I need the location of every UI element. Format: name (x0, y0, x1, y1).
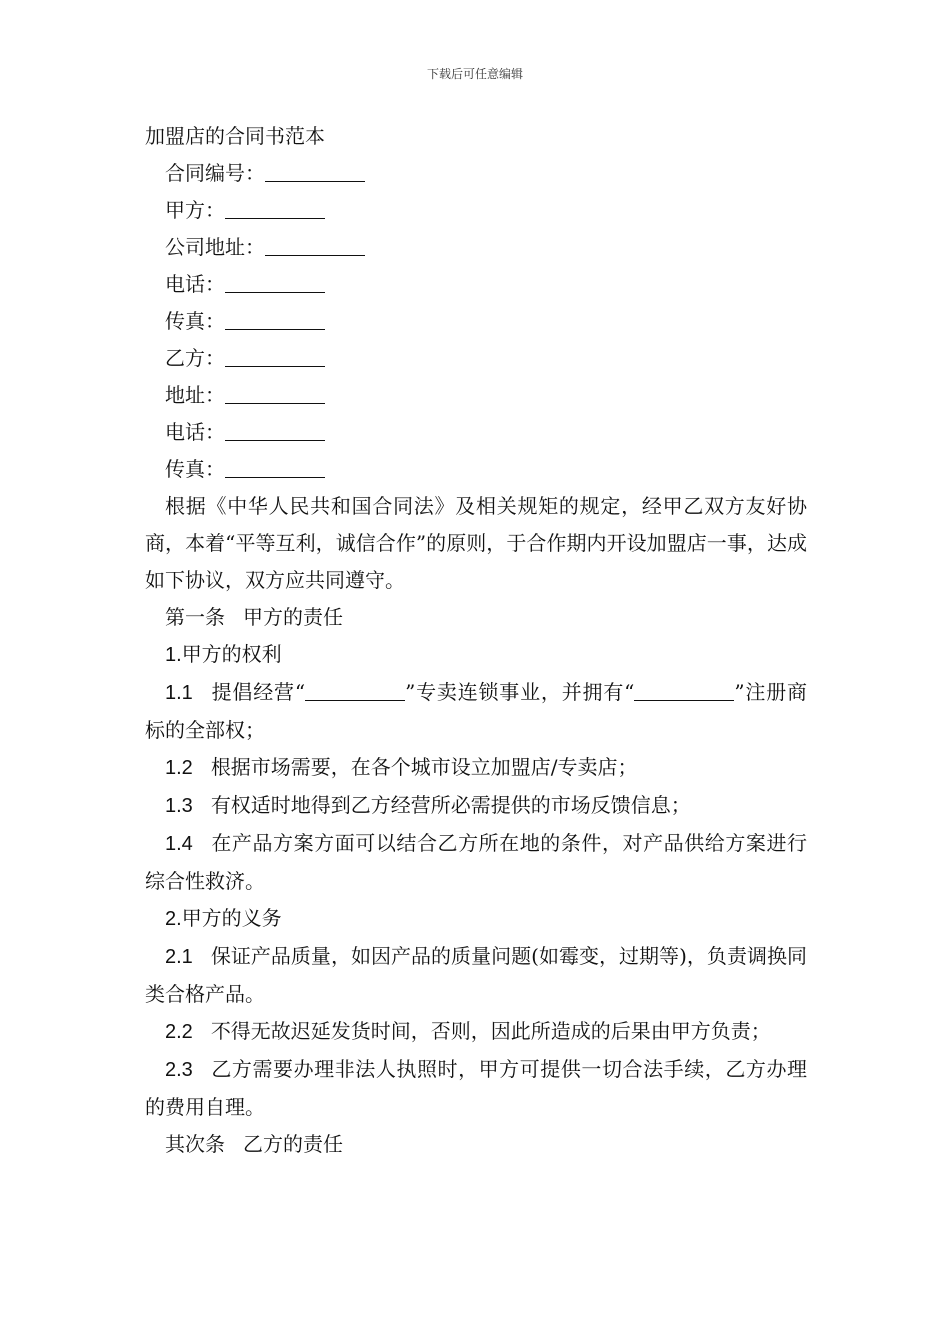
field-label: 合同编号： (165, 161, 265, 185)
clause-item (145, 674, 807, 749)
blank-line (225, 346, 325, 367)
clause-text: ”专卖连锁事业，并拥有“ (405, 680, 635, 704)
clause-text: 有权适时地得到乙方经营所必需提供的市场反馈信息； (210, 793, 691, 817)
field-party-b (145, 340, 807, 377)
field-party-a-fax (145, 303, 807, 340)
section-heading (145, 900, 807, 938)
blank-line (225, 309, 325, 330)
article-heading (145, 599, 807, 636)
clause-number: 1.3 (165, 795, 193, 817)
clause-number: 2.2 (165, 1021, 193, 1043)
field-label: 传真： (165, 457, 225, 481)
clause-item (145, 938, 807, 1013)
clause-text: 保证产品质量，如因产品的质量问题(如霉变，过期等)，负责调换同类合格产品。 (145, 944, 807, 1006)
blank-line (225, 198, 325, 219)
clause-text: ”注册商标的全部权； (145, 680, 807, 742)
field-party-a (145, 192, 807, 229)
clause-text: 根据市场需要，在各个城市设立加盟店/专卖店； (210, 755, 638, 779)
field-label: 地址： (165, 383, 225, 407)
clause-text: 在产品方案方面可以结合乙方所在地的条件，对产品供给方案进行综合性救济。 (145, 831, 807, 893)
field-label: 传真： (165, 309, 225, 333)
blank-line (225, 457, 325, 478)
field-party-b-phone (145, 414, 807, 451)
field-label: 电话： (165, 272, 225, 296)
article-number: 其次条 (165, 1132, 225, 1156)
clause-number: 1.4 (165, 833, 193, 855)
clause-item (145, 749, 807, 787)
clause-item (145, 825, 807, 900)
field-label: 电话： (165, 420, 225, 444)
page-header (0, 65, 950, 83)
clause-number: 2.3 (165, 1059, 193, 1081)
clause-item (145, 787, 807, 825)
field-label: 乙方： (165, 346, 225, 370)
blank-line (225, 420, 325, 441)
section-number: 2. (165, 908, 182, 930)
blank-line (225, 272, 325, 293)
clause-number: 2.1 (165, 946, 193, 968)
field-label: 公司地址： (165, 235, 265, 259)
blank-line (225, 383, 325, 404)
section-heading (145, 636, 807, 674)
field-party-a-phone (145, 266, 807, 303)
clause-item (145, 1013, 807, 1051)
clause-number: 1.2 (165, 757, 193, 779)
blank-line (265, 161, 365, 182)
intro-paragraph: 根据《中华人民共和国合同法》及相关规矩的规定，经甲乙双方友好协商，本着“平等互利，诚信合作”的原则，于合作期内开设加盟店一事，达成如下协议，双方应共同遵守。 (145, 494, 807, 592)
article-title: 甲方的责任 (243, 605, 343, 629)
field-party-b-address (145, 377, 807, 414)
article-title: 乙方的责任 (243, 1132, 343, 1156)
document-title: 加盟店的合同书范本 (145, 124, 325, 148)
header-text: 下载后可任意编辑 (426, 67, 523, 81)
field-label: 甲方： (165, 198, 225, 222)
clause-text: 不得无故迟延发货时间，否则，因此所造成的后果由甲方负责； (210, 1019, 771, 1043)
section-title: 甲方的权利 (181, 642, 282, 666)
clause-number: 1.1 (165, 682, 193, 704)
clause-item (145, 1051, 807, 1126)
blank-line (265, 235, 365, 256)
clause-text: 乙方需要办理非法人执照时，甲方可提供一切合法手续，乙方办理的费用自理。 (145, 1057, 807, 1119)
article-heading (145, 1126, 807, 1163)
clause-text: 提倡经营“ (210, 680, 306, 704)
field-company-address (145, 229, 807, 266)
section-number: 1. (165, 644, 182, 666)
document-body (145, 118, 807, 1163)
field-contract-number (145, 155, 807, 192)
blank-line (305, 680, 405, 701)
blank-line (634, 680, 734, 701)
field-party-b-fax (145, 451, 807, 488)
section-title: 甲方的义务 (181, 906, 282, 930)
article-number: 第一条 (165, 605, 225, 629)
